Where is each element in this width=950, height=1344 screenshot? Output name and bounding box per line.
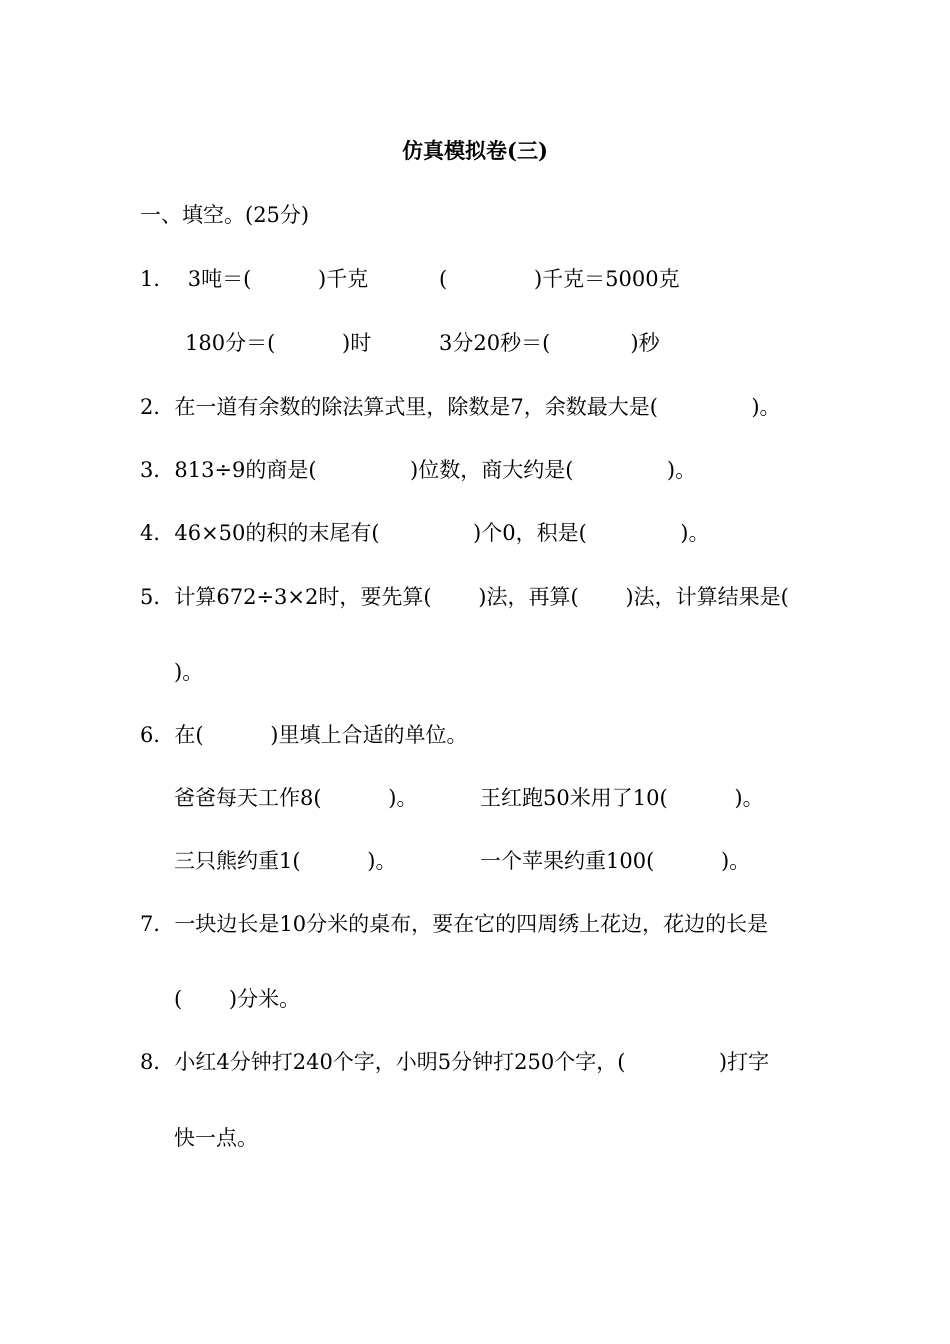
question-5-line-1: 5．计算672÷3×2时，要先算( )法，再算( )法，计算结果是( bbox=[140, 585, 789, 609]
question-1-part-a: 1． 3吨＝( )千克 bbox=[140, 267, 369, 291]
question-8-line-1: 8．小红4分钟打240个字，小明5分钟打250个字，( )打字 bbox=[140, 1050, 770, 1074]
question-1-part-b: ( )千克＝5000克 bbox=[439, 267, 680, 291]
question-5-line-2: )。 bbox=[174, 660, 204, 684]
question-8-line-2: 快一点。 bbox=[174, 1126, 258, 1150]
question-1-part-d: 3分20秒＝( )秒 bbox=[439, 331, 660, 355]
question-6-item-d: 一个苹果约重100( )。 bbox=[480, 849, 751, 873]
question-4: 4．46×50的积的末尾有( )个0，积是( )。 bbox=[140, 521, 710, 545]
question-1-part-c: 180分＝( )时 bbox=[185, 331, 372, 355]
question-6-item-b: 王红跑50米用了10( )。 bbox=[480, 786, 764, 810]
question-2: 2．在一道有余数的除法算式里，除数是7，余数最大是( )。 bbox=[140, 395, 781, 419]
question-6-item-a: 爸爸每天工作8( )。 bbox=[174, 786, 418, 810]
question-3: 3．813÷9的商是( )位数，商大约是( )。 bbox=[140, 458, 697, 482]
question-7-line-1: 7．一块边长是10分米的桌布，要在它的四周绣上花边，花边的长是 bbox=[140, 912, 769, 936]
section-heading: 一、填空。(25分) bbox=[140, 203, 310, 227]
exam-title: 仿真模拟卷(三) bbox=[402, 138, 548, 163]
question-6-intro: 6．在( )里填上合适的单位。 bbox=[140, 723, 468, 747]
question-7-line-2: ( )分米。 bbox=[174, 987, 301, 1011]
question-6-item-c: 三只熊约重1( )。 bbox=[174, 849, 397, 873]
